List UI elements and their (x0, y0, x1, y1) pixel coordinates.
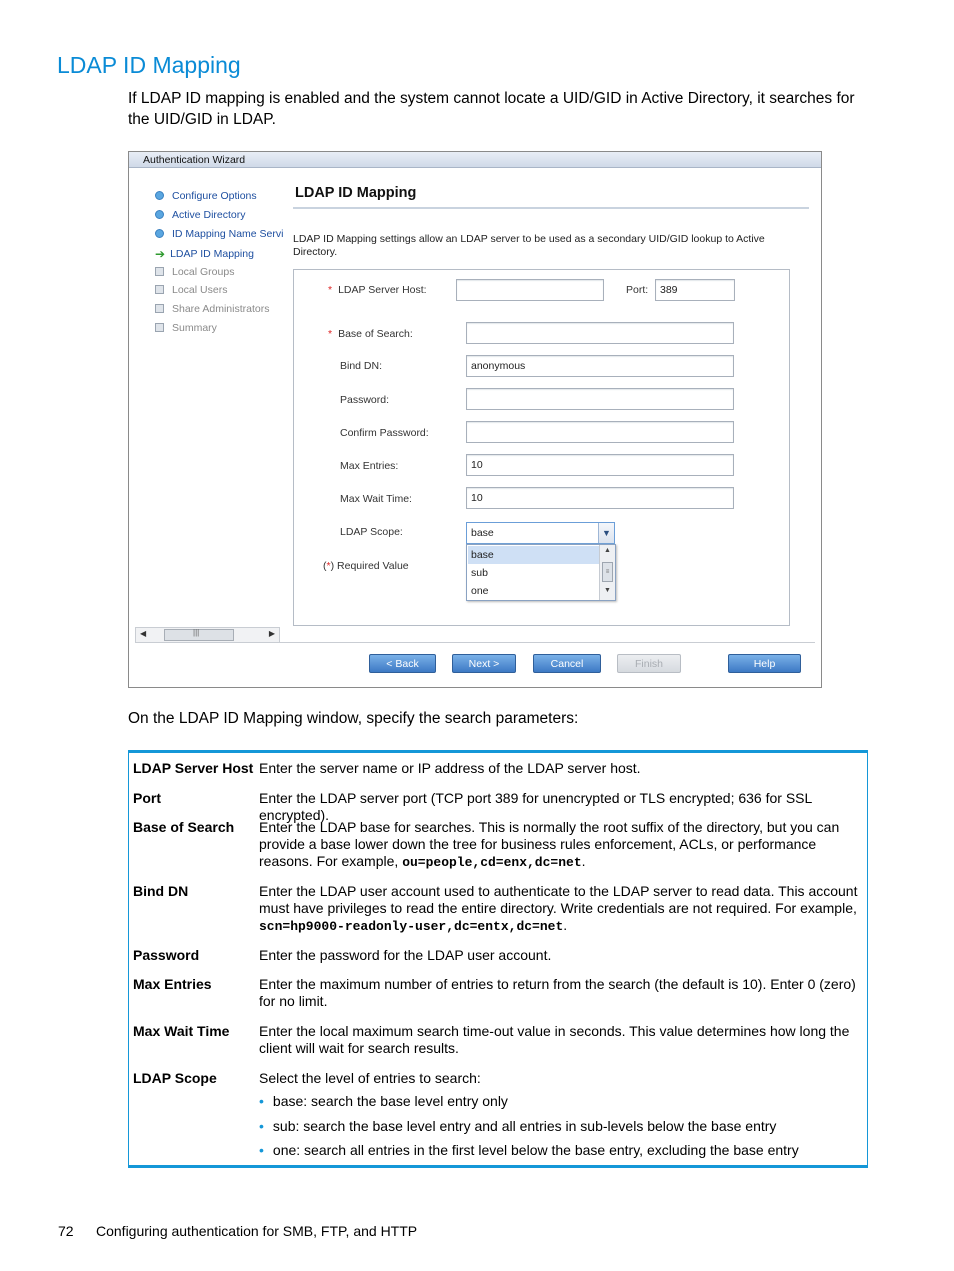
page-title: LDAP ID Mapping (57, 52, 241, 78)
required-marker: * (326, 560, 331, 572)
server-host-label: * LDAP Server Host: (328, 284, 427, 296)
param-description: Enter the LDAP server port (TCP port 389 for unencrypted or TLS encrypted; 636 for SSL encrypted). (259, 790, 812, 823)
confirm-password-input[interactable] (466, 421, 734, 443)
password-label: Password: (340, 394, 390, 406)
instruction-paragraph: On the LDAP ID Mapping window, specify the search parameters: (128, 710, 579, 727)
finish-button[interactable]: Finish (617, 654, 681, 673)
max-entries-label: Max Entries: (340, 460, 399, 472)
confirm-password-label: Confirm Password: (340, 427, 429, 439)
scroll-right-icon[interactable]: ▶ (268, 629, 275, 638)
heading-divider (293, 207, 809, 209)
ldap-scope-select[interactable] (466, 522, 615, 544)
nav-item-configure-options[interactable]: Configure Options (155, 190, 257, 202)
footer-chapter-title: Configuring authentication for SMB, FTP, and HTTP (96, 1223, 418, 1239)
nav-item-local-groups[interactable]: Local Groups (155, 266, 234, 278)
param-description: Enter the LDAP base for searches. This is normally the root suffix of the directory, but you can provide a base lower down the tree for business rules enforcement, ACLs, or performance reasons. For example, ou=people,cd=enx,dc=net. (259, 819, 840, 870)
nav-horizontal-scrollbar[interactable] (135, 627, 280, 643)
scroll-up-icon[interactable]: ▲ (604, 547, 611, 554)
param-term: Base of Search (133, 819, 235, 835)
bind-dn-label: Bind DN: (340, 360, 383, 372)
authentication-wizard-window (128, 151, 822, 688)
current-step-arrow-icon: ➔ (155, 247, 166, 261)
param-term: Bind DN (133, 883, 189, 899)
required-marker: * (328, 284, 333, 296)
param-term: Max Wait Time (133, 1023, 230, 1039)
content-description: LDAP ID Mapping settings allow an LDAP server to be used as a secondary UID/GID lookup to Active Directory. (293, 233, 765, 258)
bind-dn-input[interactable]: anonymous (466, 355, 734, 377)
scroll-left-icon[interactable]: ◀ (140, 629, 147, 638)
base-search-input[interactable] (466, 322, 734, 344)
pending-step-icon (155, 267, 164, 276)
port-label: Port: (626, 284, 649, 296)
ldap-scope-dropdown-list (466, 544, 616, 601)
list-item: • sub: search the base level entry and all entries in sub-levels below the base entry (259, 1118, 777, 1134)
param-term: Password (133, 947, 200, 963)
port-input[interactable]: 389 (655, 279, 735, 301)
button-bar-divider (135, 642, 815, 643)
server-host-input[interactable] (456, 279, 604, 301)
param-description: Enter the password for the LDAP user account. (259, 947, 552, 963)
list-item: • one: search all entries in the first level below the base entry, excluding the base entry (259, 1142, 799, 1158)
scroll-down-icon[interactable]: ▼ (604, 587, 611, 594)
param-description: Enter the maximum number of entries to return from the search (the default is 10). Enter 0 (zero) for no limit. (259, 976, 856, 1009)
max-entries-input[interactable]: 10 (466, 454, 734, 476)
nav-item-active-directory[interactable]: Active Directory (155, 209, 246, 221)
base-search-label: * Base of Search: (328, 328, 413, 340)
scrollbar-thumb[interactable]: ≡ (602, 562, 613, 582)
param-description: Enter the server name or IP address of the LDAP server host. (259, 760, 641, 776)
bullet-icon: • (259, 1093, 264, 1109)
nav-item-summary[interactable]: Summary (155, 322, 217, 334)
intro-paragraph: If LDAP ID mapping is enabled and the system cannot locate a UID/GID in Active Directory, it searches for the UID/GID in LDAP. (128, 90, 855, 128)
param-description: Enter the LDAP user account used to authenticate to the LDAP server to read data. This account must have privileges to read the entire directory. Write credentials are not required. For example, scn=hp9000-readonly-user,dc=entx,dc=net. (259, 883, 858, 934)
password-input[interactable] (466, 388, 734, 410)
grip-icon: ||| (193, 628, 200, 637)
param-term: LDAP Scope (133, 1070, 217, 1086)
param-term: Max Entries (133, 976, 212, 992)
cancel-button[interactable]: Cancel (533, 654, 601, 673)
param-description: Enter the local maximum search time-out value in seconds. This value determines how long the client will wait for search results. (259, 1023, 850, 1056)
pending-step-icon (155, 285, 164, 294)
pending-step-icon (155, 304, 164, 313)
example-code: ou=people,cd=enx,dc=net (402, 855, 582, 870)
max-wait-label: Max Wait Time: (340, 493, 412, 505)
help-button[interactable]: Help (728, 654, 801, 673)
completed-step-icon (155, 210, 164, 219)
page-number: 72 (58, 1223, 74, 1239)
nav-item-local-users[interactable]: Local Users (155, 284, 227, 296)
param-term: LDAP Server Host (133, 760, 254, 776)
scope-option-one[interactable]: one (471, 585, 489, 597)
example-code: scn=hp9000-readonly-user,dc=entx,dc=net (259, 919, 564, 934)
scope-selected-value: base (471, 527, 494, 539)
scrollbar-thumb[interactable] (164, 629, 234, 641)
next-button[interactable]: Next > (452, 654, 516, 673)
nav-item-share-administrators[interactable]: Share Administrators (155, 303, 269, 315)
nav-item-id-mapping-name-services[interactable]: ID Mapping Name Servi (155, 228, 283, 240)
param-term: Port (133, 790, 161, 806)
ldap-scope-label: LDAP Scope: (340, 526, 403, 538)
bullet-icon: • (259, 1118, 264, 1134)
wizard-title-bar (129, 152, 821, 168)
completed-step-icon (155, 191, 164, 200)
content-heading: LDAP ID Mapping (295, 185, 417, 201)
bullet-icon: • (259, 1142, 264, 1158)
param-description: Select the level of entries to search: (259, 1070, 481, 1086)
nav-item-ldap-id-mapping[interactable]: ➔ LDAP ID Mapping (155, 247, 254, 261)
parameters-table (128, 750, 868, 1168)
required-marker: * (328, 328, 333, 340)
list-item: • base: search the base level entry only (259, 1093, 508, 1109)
back-button[interactable]: < Back (369, 654, 436, 673)
chevron-down-icon[interactable]: ▼ (598, 523, 614, 543)
required-value-legend: (*) Required Value (323, 560, 409, 572)
max-wait-input[interactable]: 10 (466, 487, 734, 509)
scope-option-sub[interactable]: sub (471, 567, 488, 579)
dropdown-vertical-scrollbar[interactable] (599, 545, 615, 600)
completed-step-icon (155, 229, 164, 238)
wizard-title: Authentication Wizard (143, 154, 246, 166)
pending-step-icon (155, 323, 164, 332)
scope-option-base[interactable]: base (468, 546, 599, 564)
